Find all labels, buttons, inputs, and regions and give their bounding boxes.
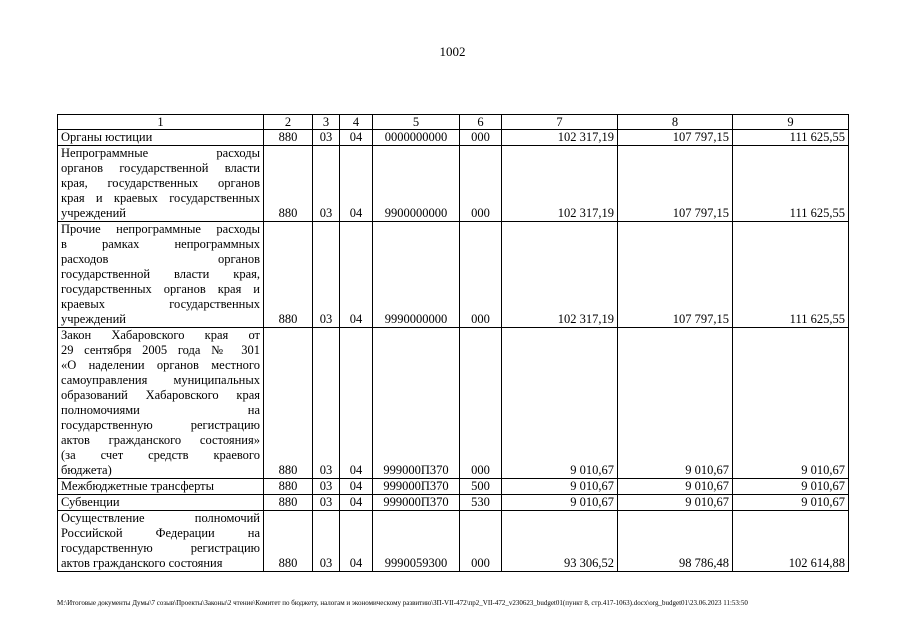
row-name-line: в рамках непрограммных bbox=[61, 237, 260, 251]
cell-amount-2023: 102 317,19 bbox=[502, 222, 618, 328]
cell-amount-2025: 9 010,67 bbox=[733, 328, 849, 479]
cell-expense-type: 000 bbox=[460, 130, 502, 146]
cell-expense-type: 500 bbox=[460, 479, 502, 495]
row-name-line: самоуправления муниципальных bbox=[61, 373, 260, 387]
cell-amount-2024: 107 797,15 bbox=[618, 130, 733, 146]
cell-amount-2024: 9 010,67 bbox=[618, 495, 733, 511]
row-name bbox=[58, 222, 264, 328]
row-name-line: Субвенции bbox=[61, 495, 120, 509]
cell-section: 03 bbox=[313, 479, 340, 495]
row-name-line: расходов органов bbox=[61, 252, 260, 266]
row-name bbox=[58, 495, 264, 511]
cell-amount-2023: 102 317,19 bbox=[502, 146, 618, 222]
page-number: 1002 bbox=[439, 44, 466, 59]
cell-target-article: 0000000000 bbox=[373, 130, 460, 146]
cell-subsection: 04 bbox=[340, 222, 373, 328]
cell-expense-type: 000 bbox=[460, 328, 502, 479]
cell-section: 03 bbox=[313, 511, 340, 572]
cell-subsection: 04 bbox=[340, 479, 373, 495]
cell-amount-2025: 111 625,55 bbox=[733, 130, 849, 146]
cell-subsection: 04 bbox=[340, 146, 373, 222]
budget-table bbox=[57, 114, 849, 572]
cell-expense-type: 000 bbox=[460, 511, 502, 572]
row-name bbox=[58, 479, 264, 495]
cell-target-article: 999000П370 bbox=[373, 495, 460, 511]
cell-amount-2024: 107 797,15 bbox=[618, 222, 733, 328]
row-name-line: органов государственной власти bbox=[61, 161, 260, 175]
cell-admin-code: 880 bbox=[264, 479, 313, 495]
row-name-line: государственную регистрацию bbox=[61, 418, 260, 432]
row-name-line: Межбюджетные трансферты bbox=[61, 479, 215, 493]
cell-amount-2025: 102 614,88 bbox=[733, 511, 849, 572]
document-file-path: M:\Итоговые документы Думы\7 созыв\Проекты\Законы\2 чтение\Комитет по бюджету, налогам и экономическому развитию\ЗП-VII-472\пр2_VII-472_v230623_budget01(пункт 8, стр.417-1063).docx\org_budget01\23.06.2023 11:53:50 bbox=[57, 599, 748, 607]
table-row bbox=[58, 328, 849, 479]
cell-section: 03 bbox=[313, 130, 340, 146]
row-name bbox=[58, 511, 264, 572]
cell-amount-2024: 107 797,15 bbox=[618, 146, 733, 222]
cell-target-article: 999000П370 bbox=[373, 479, 460, 495]
cell-admin-code: 880 bbox=[264, 146, 313, 222]
header-col-3: 3 bbox=[313, 115, 340, 130]
cell-amount-2025: 111 625,55 bbox=[733, 222, 849, 328]
table-row bbox=[58, 479, 849, 495]
row-name-line: полномочиями на bbox=[61, 403, 260, 417]
cell-admin-code: 880 bbox=[264, 222, 313, 328]
header-col-1: 1 bbox=[58, 115, 264, 130]
cell-amount-2023: 9 010,67 bbox=[502, 328, 618, 479]
table-row bbox=[58, 146, 849, 222]
row-name-line: государственную регистрацию bbox=[61, 541, 260, 555]
cell-expense-type: 530 bbox=[460, 495, 502, 511]
row-name-line: 29 сентября 2005 года № 301 bbox=[61, 343, 260, 357]
header-row bbox=[58, 115, 849, 130]
cell-amount-2023: 9 010,67 bbox=[502, 479, 618, 495]
row-name-line: (за счет средств краевого bbox=[61, 448, 260, 462]
row-name-line: Осуществление полномочий bbox=[61, 511, 260, 525]
row-name-line: края, государственных органов bbox=[61, 176, 260, 190]
row-name-line: Закон Хабаровского края от bbox=[61, 328, 260, 342]
cell-amount-2023: 102 317,19 bbox=[502, 130, 618, 146]
row-name-line: учреждений bbox=[61, 206, 126, 220]
cell-amount-2023: 93 306,52 bbox=[502, 511, 618, 572]
row-name bbox=[58, 146, 264, 222]
header-col-8: 8 bbox=[618, 115, 733, 130]
cell-subsection: 04 bbox=[340, 495, 373, 511]
cell-target-article: 9900000000 bbox=[373, 146, 460, 222]
row-name-line: Органы юстиции bbox=[61, 130, 153, 144]
row-name-line: края и краевых государственных bbox=[61, 191, 260, 205]
cell-admin-code: 880 bbox=[264, 495, 313, 511]
cell-target-article: 999000П370 bbox=[373, 328, 460, 479]
row-name bbox=[58, 328, 264, 479]
row-name-line: государственных органов края и bbox=[61, 282, 260, 296]
cell-expense-type: 000 bbox=[460, 146, 502, 222]
row-name-line: Непрограммные расходы bbox=[61, 146, 260, 160]
cell-admin-code: 880 bbox=[264, 130, 313, 146]
cell-target-article: 9990059300 bbox=[373, 511, 460, 572]
row-name-line: учреждений bbox=[61, 312, 126, 326]
header-col-2: 2 bbox=[264, 115, 313, 130]
row-name-line: Российской Федерации на bbox=[61, 526, 260, 540]
header-col-5: 5 bbox=[373, 115, 460, 130]
row-name-line: образований Хабаровского края bbox=[61, 388, 260, 402]
cell-section: 03 bbox=[313, 146, 340, 222]
cell-target-article: 9990000000 bbox=[373, 222, 460, 328]
header-col-4: 4 bbox=[340, 115, 373, 130]
cell-subsection: 04 bbox=[340, 130, 373, 146]
table-row bbox=[58, 222, 849, 328]
cell-admin-code: 880 bbox=[264, 328, 313, 479]
cell-amount-2025: 9 010,67 bbox=[733, 495, 849, 511]
table-row bbox=[58, 130, 849, 146]
header-col-9: 9 bbox=[733, 115, 849, 130]
cell-amount-2023: 9 010,67 bbox=[502, 495, 618, 511]
cell-amount-2025: 111 625,55 bbox=[733, 146, 849, 222]
row-name-line: Прочие непрограммные расходы bbox=[61, 222, 260, 236]
cell-section: 03 bbox=[313, 222, 340, 328]
table-row bbox=[58, 511, 849, 572]
cell-section: 03 bbox=[313, 328, 340, 479]
cell-subsection: 04 bbox=[340, 328, 373, 479]
row-name-line: актов гражданского состояния» bbox=[61, 433, 260, 447]
table-row bbox=[58, 495, 849, 511]
cell-subsection: 04 bbox=[340, 511, 373, 572]
cell-section: 03 bbox=[313, 495, 340, 511]
header-col-7: 7 bbox=[502, 115, 618, 130]
row-name-line: «О наделении органов местного bbox=[61, 358, 260, 372]
row-name-line: государственной власти края, bbox=[61, 267, 260, 281]
cell-amount-2024: 9 010,67 bbox=[618, 479, 733, 495]
cell-amount-2024: 9 010,67 bbox=[618, 328, 733, 479]
row-name-line: актов гражданского состояния bbox=[61, 556, 223, 570]
cell-amount-2024: 98 786,48 bbox=[618, 511, 733, 572]
header-col-6: 6 bbox=[460, 115, 502, 130]
row-name bbox=[58, 130, 264, 146]
cell-admin-code: 880 bbox=[264, 511, 313, 572]
cell-expense-type: 000 bbox=[460, 222, 502, 328]
row-name-line: краевых государственных bbox=[61, 297, 260, 311]
row-name-line: бюджета) bbox=[61, 463, 112, 477]
cell-amount-2025: 9 010,67 bbox=[733, 479, 849, 495]
